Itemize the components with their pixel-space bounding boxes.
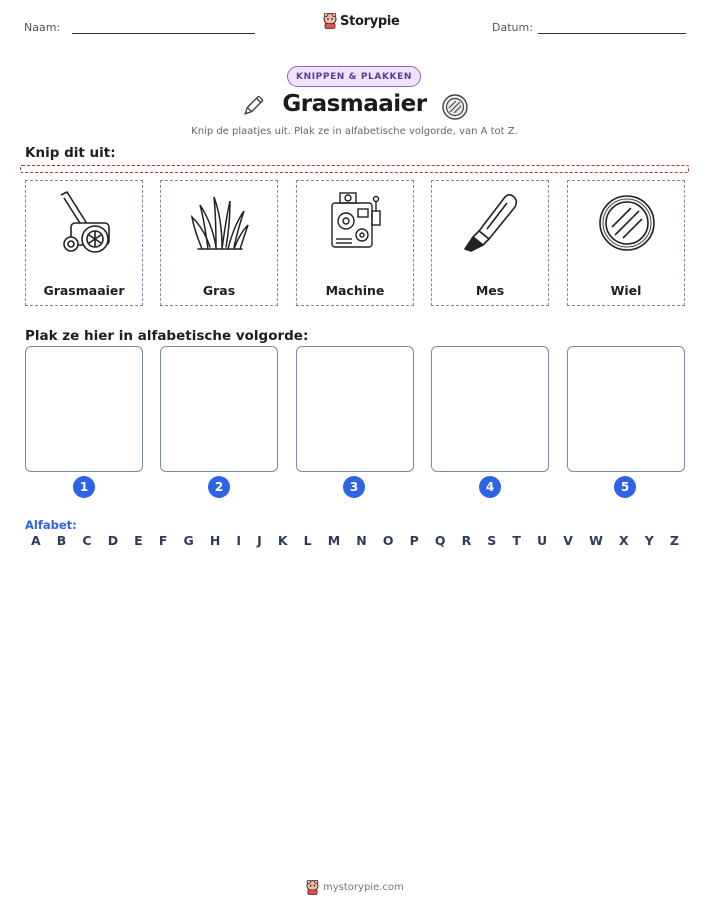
alphabet-letter: Q bbox=[434, 533, 446, 548]
alphabet-letter: J bbox=[257, 533, 262, 548]
page-title: Grasmaaier bbox=[282, 91, 427, 117]
alphabet-letter: S bbox=[487, 533, 497, 548]
slot-number-1: 1 bbox=[73, 476, 95, 498]
cut-card-label: Wiel bbox=[610, 283, 642, 298]
alphabet-letter: O bbox=[382, 533, 394, 548]
slot-number-5: 5 bbox=[614, 476, 636, 498]
lawnmower-icon bbox=[55, 189, 115, 255]
date-line bbox=[538, 33, 686, 34]
slot-number-2: 2 bbox=[208, 476, 230, 498]
paste-slot-3[interactable] bbox=[296, 346, 414, 472]
instructions: Knip de plaatjes uit. Plak ze in alfabetische volgorde, van A tot Z. bbox=[191, 126, 518, 137]
footer-link[interactable]: mystorypie.com bbox=[323, 882, 404, 893]
alphabet-letter: Z bbox=[669, 533, 679, 548]
alphabet-letter: F bbox=[158, 533, 168, 548]
alphabet-letter: C bbox=[82, 533, 92, 548]
alphabet-letter: U bbox=[537, 533, 548, 548]
wheel-icon bbox=[597, 189, 657, 255]
cut-card-label: Machine bbox=[325, 283, 385, 298]
alphabet-letter: V bbox=[563, 533, 573, 548]
cut-card-wiel[interactable] bbox=[567, 180, 685, 306]
alphabet-letter: Y bbox=[644, 533, 654, 548]
wheel-title-icon bbox=[442, 94, 468, 120]
alphabet-letter: R bbox=[461, 533, 472, 548]
knife-icon bbox=[461, 189, 521, 255]
name-label: Naam: bbox=[24, 21, 61, 34]
paste-slot-2[interactable] bbox=[160, 346, 278, 472]
slot-number-3: 3 bbox=[343, 476, 365, 498]
activity-badge: KNIPPEN & PLAKKEN bbox=[287, 66, 421, 87]
brand-logo bbox=[323, 13, 400, 29]
alphabet-letter: W bbox=[589, 533, 603, 548]
cut-card-label: Gras bbox=[202, 283, 236, 298]
alphabet-letter: H bbox=[209, 533, 221, 548]
cut-card-gras[interactable] bbox=[160, 180, 278, 306]
paste-slot-4[interactable] bbox=[431, 346, 549, 472]
paste-heading: Plak ze hier in alfabetische volgorde: bbox=[25, 328, 309, 344]
alphabet-letter: E bbox=[134, 533, 143, 548]
alphabet-letter: P bbox=[409, 533, 419, 548]
alphabet-letter: L bbox=[303, 533, 312, 548]
alphabet-letter: T bbox=[512, 533, 521, 548]
name-line bbox=[72, 33, 255, 34]
machine-icon bbox=[326, 189, 386, 255]
alphabet-letter: N bbox=[356, 533, 367, 548]
storypie-mascot-icon bbox=[306, 880, 319, 895]
alphabet-letter: D bbox=[107, 533, 119, 548]
cut-heading: Knip dit uit: bbox=[25, 145, 116, 161]
cut-card-machine[interactable] bbox=[296, 180, 414, 306]
alphabet-letter: B bbox=[56, 533, 67, 548]
cut-line bbox=[20, 165, 689, 173]
brand-name: Storypie bbox=[340, 13, 400, 29]
footer bbox=[306, 880, 404, 895]
storypie-mascot-icon bbox=[323, 13, 337, 29]
slot-number-4: 4 bbox=[479, 476, 501, 498]
alphabet-title: Alfabet: bbox=[25, 518, 77, 532]
alphabet-letter: I bbox=[236, 533, 242, 548]
alphabet-letter: M bbox=[327, 533, 341, 548]
grass-icon bbox=[190, 189, 250, 255]
date-label: Datum: bbox=[492, 21, 533, 34]
cut-card-mes[interactable] bbox=[431, 180, 549, 306]
paste-slot-5[interactable] bbox=[567, 346, 685, 472]
alphabet-row bbox=[25, 533, 685, 548]
alphabet-letter: G bbox=[183, 533, 194, 548]
paste-slot-1[interactable] bbox=[25, 346, 143, 472]
cut-card-label: Grasmaaier bbox=[43, 283, 125, 298]
alphabet-letter: A bbox=[31, 533, 41, 548]
cut-card-grasmaaier[interactable] bbox=[25, 180, 143, 306]
alphabet-letter: K bbox=[277, 533, 288, 548]
cut-card-label: Mes bbox=[475, 283, 505, 298]
alphabet-letter: X bbox=[618, 533, 629, 548]
